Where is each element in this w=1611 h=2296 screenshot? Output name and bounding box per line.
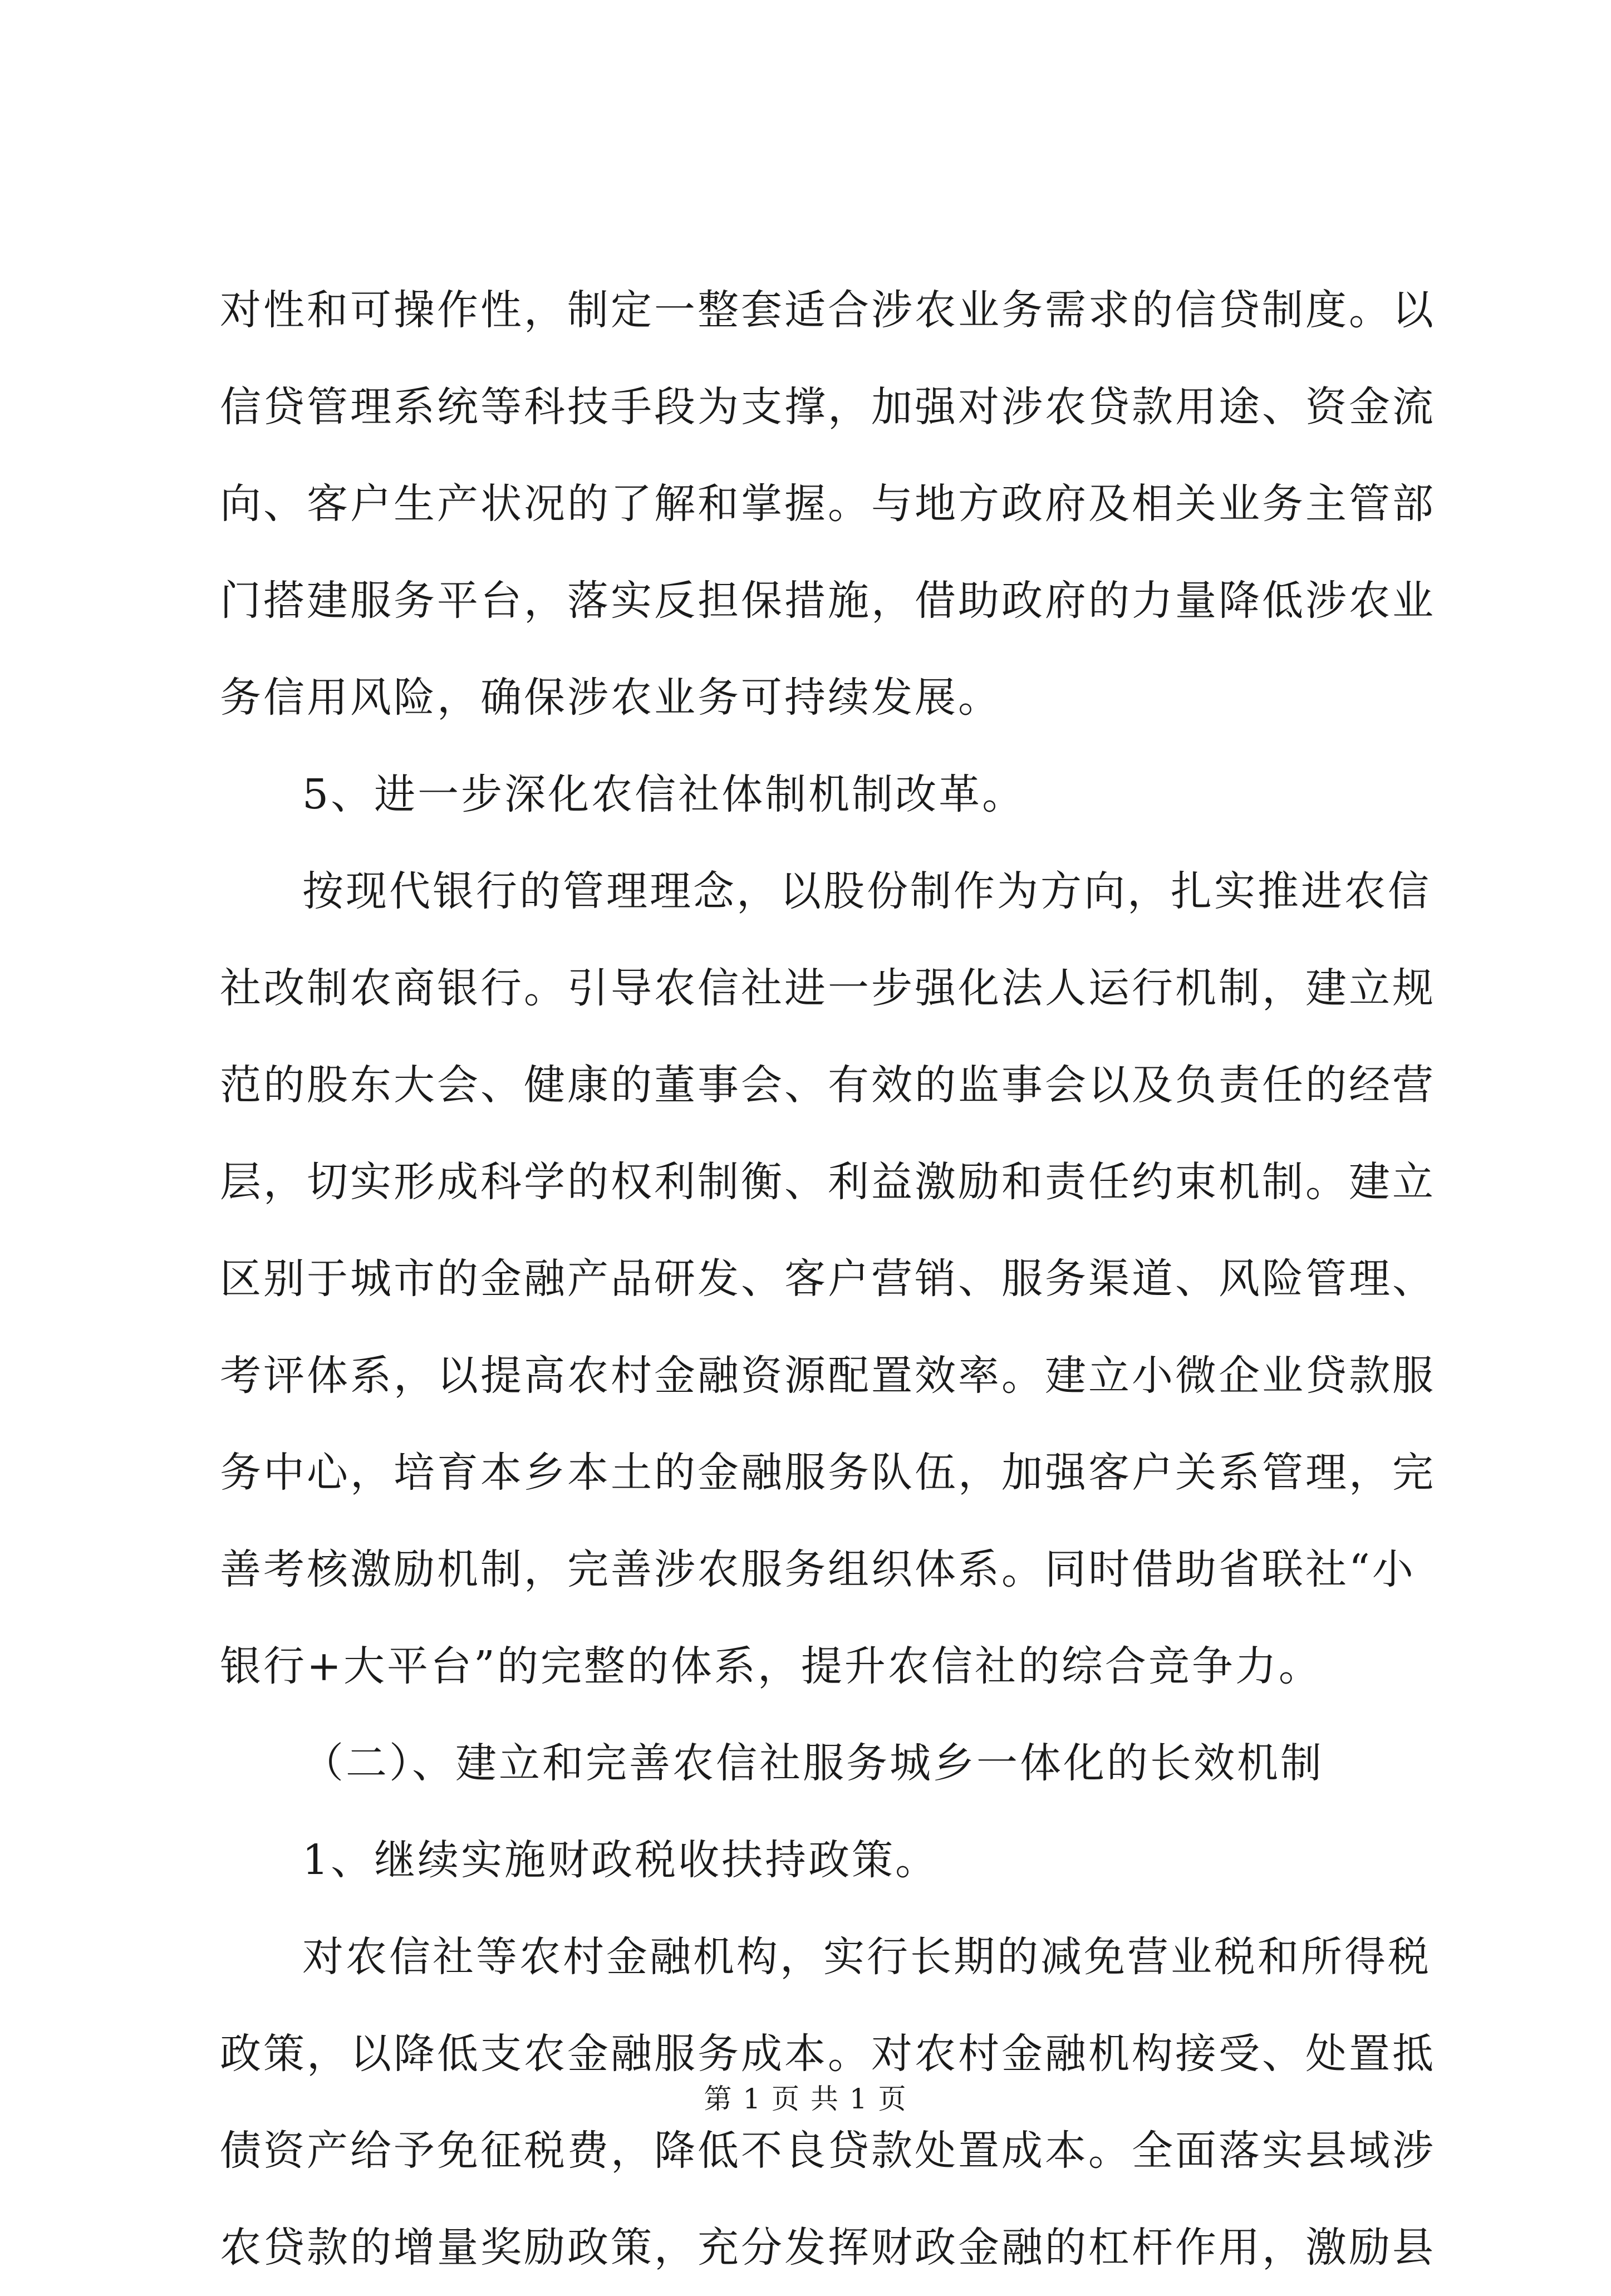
text-line: 信贷管理系统等科技手段为支撑，加强对涉农贷款用途、资金流: [220, 383, 1436, 431]
text-line: 银行+大平台”的完整的体系，提升农信社的综合竞争力。: [220, 1642, 1322, 1690]
text-line: 对农信社等农村金融机构，实行长期的减免营业税和所得税: [302, 1933, 1431, 1981]
section-heading: 1、继续实施财政税收扶持政策。: [302, 1836, 939, 1884]
text-line: 债资产给予免征税费，降低不良贷款处置成本。全面落实县域涉: [220, 2127, 1436, 2175]
text-line: 按现代银行的管理理念，以股份制作为方向，扎实推进农信: [302, 867, 1431, 915]
text-line: 考评体系，以提高农村金融资源配置效率。建立小微企业贷款服: [220, 1352, 1436, 1400]
text-line: 务信用风险，确保涉农业务可持续发展。: [220, 674, 1001, 722]
text-line: 政策，以降低支农金融服务成本。对农村金融机构接受、处置抵: [220, 2030, 1436, 2078]
text-line: 范的股东大会、健康的董事会、有效的监事会以及负责任的经营: [220, 1061, 1436, 1109]
section-heading: 5、进一步深化农信社体制机制改革。: [302, 771, 1026, 818]
text-line: 门搭建服务平台，落实反担保措施，借助政府的力量降低涉农业: [220, 577, 1436, 625]
text-line: 向、客户生产状况的了解和掌握。与地方政府及相关业务主管部: [220, 480, 1436, 528]
text-line: 务中心，培育本乡本土的金融服务队伍，加强客户关系管理，完: [220, 1449, 1436, 1497]
document-body: [220, 262, 1436, 2296]
text-line: 农贷款的增量奖励政策，充分发挥财政金融的杠杆作用，激励县: [220, 2224, 1436, 2272]
text-line: 善考核激励机制，完善涉农服务组织体系。同时借助省联社“小: [220, 1546, 1416, 1593]
text-line: 层，切实形成科学的权利制衡、利益激励和责任约束机制。建立: [220, 1158, 1436, 1206]
text-line: 社改制农商银行。引导农信社进一步强化法人运行机制，建立规: [220, 964, 1436, 1012]
text-line: 区别于城市的金融产品研发、客户营销、服务渠道、风险管理、: [220, 1255, 1436, 1303]
text-line: 对性和可操作性，制定一整套适合涉农业务需求的信贷制度。以: [220, 286, 1436, 334]
section-heading: （二）、建立和完善农信社服务城乡一体化的长效机制: [302, 1739, 1324, 1787]
page-footer: 第 1 页 共 1 页: [704, 2083, 907, 2115]
